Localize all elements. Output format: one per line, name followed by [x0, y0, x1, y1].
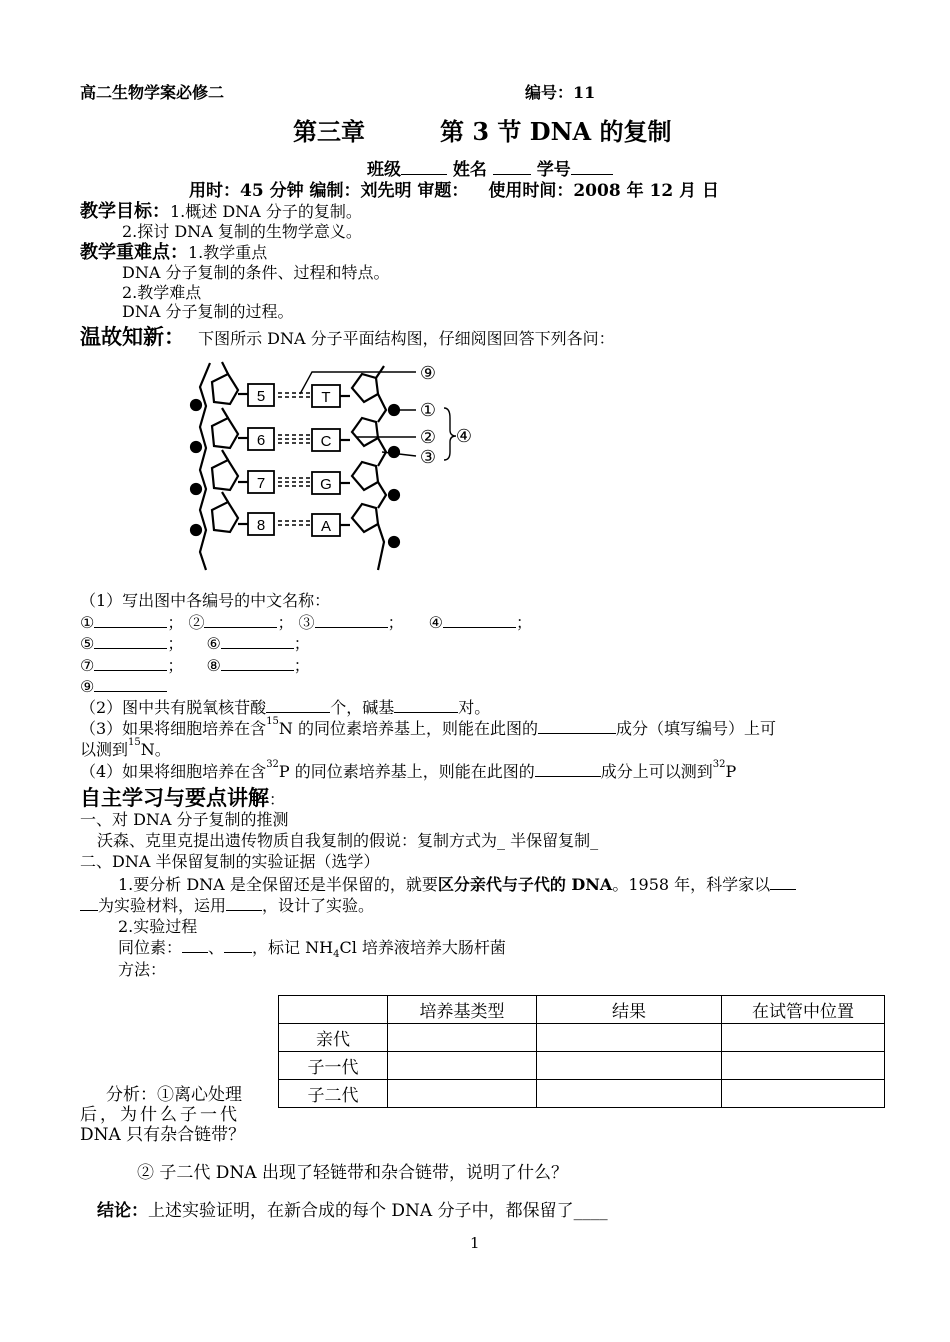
diagram-number-5: 5 [256, 388, 266, 405]
diagram-base-a: A [320, 518, 332, 535]
heading-colon: ： [269, 790, 286, 809]
q1-answers-row-1: ① ； ② ； ③ ； ④ ； [80, 613, 533, 632]
mark-4: ④ [428, 613, 443, 632]
mark-7: ⑦ [80, 656, 95, 675]
analysis-line-2: 后，为什么子一代 [80, 1105, 240, 1125]
q4-sup: 32 [266, 759, 279, 770]
mark-1: ① [80, 613, 95, 632]
blank-6[interactable] [221, 634, 294, 649]
callout-9: ⑨ [419, 363, 437, 383]
meta-line [189, 181, 719, 201]
section-1-title: 一、对 DNA 分子复制的推测 [80, 810, 289, 829]
p1-blank-2[interactable] [226, 896, 262, 911]
chapter-title: 第三章 [293, 117, 365, 146]
p1-blank-1-cont[interactable] [80, 896, 98, 911]
teaching-goals [80, 202, 362, 222]
class-label: 班级 [367, 160, 401, 180]
usage-date: 使用时间：2008 年 12 月 日 [488, 181, 719, 201]
table-header-row [279, 996, 885, 1024]
row-label: 子一代 [279, 1052, 388, 1080]
blank-2[interactable] [204, 613, 277, 628]
name-label: 姓名 [452, 160, 487, 180]
isotope-blank-2[interactable] [224, 938, 252, 953]
q1-answers-row-2: ⑤ ； ⑥ ； [80, 634, 310, 653]
q4-text-b: P 的同位素培养基上，则能在此图的 [278, 762, 535, 781]
table-cell[interactable] [537, 1052, 722, 1080]
name-blank[interactable] [493, 160, 531, 175]
q4-blank[interactable] [535, 762, 601, 777]
key-point-1-detail: DNA 分子复制的条件、过程和特点。 [122, 263, 390, 282]
q3-sup-2: 15 [128, 737, 141, 748]
q2-text-a: （2）图中共有脱氧核苷酸 [80, 698, 267, 717]
review-section [80, 325, 615, 351]
table-row [279, 1052, 885, 1080]
key-points [80, 243, 267, 263]
question-3-cont [80, 737, 171, 760]
blank-9[interactable] [94, 677, 167, 692]
blank-3[interactable] [315, 613, 388, 628]
key-point-1: 1.教学重点 [188, 243, 268, 262]
isotope-blank-1[interactable] [182, 938, 208, 953]
q3-text-e: N。 [140, 740, 171, 759]
self-study-heading: 自主学习与要点讲解 [80, 785, 269, 810]
q4-text-c: 成分上可以测到 [600, 762, 713, 781]
isotope-text-c: Cl 培养液培养大肠杆菌 [339, 938, 506, 957]
mark-5: ⑤ [80, 634, 95, 653]
goal-2: 2.探讨 DNA 复制的生物学意义。 [122, 222, 362, 241]
diagram-base-g: G [320, 476, 332, 493]
callout-1: ① [419, 400, 437, 420]
table-header-cell: 在试管中位置 [722, 996, 885, 1024]
q3-blank[interactable] [538, 719, 616, 734]
table-row [279, 1080, 885, 1108]
q3-text-d: 以测到 [80, 740, 129, 759]
blank-8[interactable] [221, 656, 294, 671]
q2-text-c: 对。 [458, 698, 491, 717]
q4-text-a: （4）如果将细胞培养在含 [80, 762, 267, 781]
section-2-title: 二、DNA 半保留复制的实验证据（选学） [80, 852, 380, 871]
diagram-number-8: 8 [256, 517, 266, 534]
q1-answers-row-3: ⑦ ； ⑧ ； [80, 656, 310, 675]
callout-2: ② [419, 427, 437, 447]
isotope-sub: 4 [333, 949, 340, 961]
review-label: 温故知新： [80, 324, 185, 349]
q1-answers-row-4 [80, 677, 167, 697]
class-blank[interactable] [401, 160, 447, 175]
callout-4: ④ [455, 426, 472, 446]
q4-text-d: P [725, 762, 737, 781]
table-cell[interactable] [537, 1024, 722, 1052]
mark-9: ⑨ [80, 677, 95, 696]
page-number: 1 [470, 1234, 480, 1252]
table-cell[interactable] [722, 1024, 885, 1052]
table-cell[interactable] [388, 1024, 537, 1052]
table-cell[interactable] [722, 1080, 885, 1108]
q3-sup: 15 [266, 716, 279, 727]
table-cell[interactable] [537, 1080, 722, 1108]
self-study-heading-line [80, 786, 285, 812]
p1-text-c: 为实验材料，运用 [98, 896, 227, 915]
question-3 [80, 716, 777, 739]
question-1: （1）写出图中各编号的中文名称： [80, 591, 331, 610]
duration: 用时：45 分钟 [189, 181, 304, 201]
key-point-2: 2.教学难点 [122, 283, 202, 302]
id-blank[interactable] [571, 160, 613, 175]
p1-text-d: ，设计了实验。 [262, 896, 375, 915]
mark-6: ⑥ [206, 634, 221, 653]
table-header-cell [279, 996, 388, 1024]
isotope-text-b: ，标记 NH [252, 938, 334, 957]
section-title: 第 3 节 DNA 的复制 [440, 117, 672, 146]
q2-blank-1[interactable] [266, 698, 330, 713]
id-label: 学号 [536, 160, 571, 180]
method-label: 方法： [118, 960, 167, 979]
key-point-2-detail: DNA 分子复制的过程。 [122, 302, 294, 321]
table-cell[interactable] [722, 1052, 885, 1080]
table-cell[interactable] [388, 1052, 537, 1080]
mark-2: ② [188, 613, 205, 632]
blank-1[interactable] [94, 613, 167, 628]
blank-7[interactable] [94, 656, 167, 671]
diagram-base-c: C [320, 433, 332, 450]
experiment-table [278, 995, 885, 1108]
review-intro: 下图所示 DNA 分子平面结构图，仔细阅图回答下列各问： [198, 329, 615, 348]
p1-blank-1[interactable] [770, 875, 796, 890]
q4-sup-2: 32 [712, 759, 726, 770]
conclusion-text: 上述实验证明，在新合成的每个 DNA 分子中，都保留了____ [148, 1201, 608, 1221]
section-2-para-2: 2.实验过程 [118, 917, 198, 936]
blank-5[interactable] [94, 634, 167, 649]
dna-structure-diagram [182, 352, 472, 584]
blank-4[interactable] [443, 613, 516, 628]
table-header-cell: 结果 [537, 996, 722, 1024]
isotope-line [118, 938, 506, 965]
question-2 [80, 698, 490, 718]
header-left: 高二生物学案必修二 [80, 83, 225, 102]
q3-text-c: 成分（填写编号）上可 [616, 719, 777, 738]
key-points-label: 教学重难点： [80, 242, 188, 263]
section-2-para-1-cont [80, 896, 374, 916]
row-label: 亲代 [279, 1024, 388, 1052]
reviewer: 审题： [417, 181, 469, 201]
question-4 [80, 759, 737, 782]
diagram-base-t: T [321, 389, 331, 406]
analysis-line-1: 分析：①离心处理 [106, 1085, 242, 1105]
section-2-para-1 [118, 875, 796, 895]
table-row [279, 1024, 885, 1052]
q2-blank-2[interactable] [394, 698, 458, 713]
p1-text-b: 。1958 年，科学家以 [612, 875, 771, 894]
section-1-text: 沃森、克里克提出遗传物质自我复制的假说：复制方式为_ 半保留复制_ [97, 831, 599, 850]
p1-bold: 区分亲代与子代的 DNA [437, 875, 613, 894]
conclusion-line [97, 1201, 608, 1221]
goals-label: 教学目标： [80, 201, 170, 222]
isotope-sep: 、 [208, 938, 225, 957]
student-info-line [367, 160, 613, 180]
row-label: 子二代 [279, 1080, 388, 1108]
mark-8: ⑧ [206, 656, 221, 675]
analysis-question-2: ② 子二代 DNA 出现了轻链带和杂合链带，说明了什么？ [137, 1163, 568, 1183]
table-cell[interactable] [388, 1080, 537, 1108]
header-number: 编号：11 [525, 83, 596, 102]
conclusion-label: 结论： [97, 1201, 148, 1221]
callout-3: ③ [419, 447, 437, 467]
p1-text-a: 1.要分析 DNA 是全保留还是半保留的，就要 [118, 875, 438, 894]
editor: 编制：刘先明 [309, 181, 412, 201]
mark-3: ③ [298, 613, 315, 632]
table-header-cell: 培养基类型 [388, 996, 537, 1024]
q3-text-b: N 的同位素培养基上，则能在此图的 [278, 719, 539, 738]
isotope-label: 同位素： [118, 938, 183, 957]
analysis-line-3: DNA 只有杂合链带？ [80, 1125, 246, 1145]
goal-1: 1.概述 DNA 分子的复制。 [170, 202, 362, 221]
diagram-number-6: 6 [256, 432, 266, 449]
q2-text-b: 个，碱基 [330, 698, 395, 717]
diagram-number-7: 7 [256, 475, 266, 492]
q3-text-a: （3）如果将细胞培养在含 [80, 719, 267, 738]
